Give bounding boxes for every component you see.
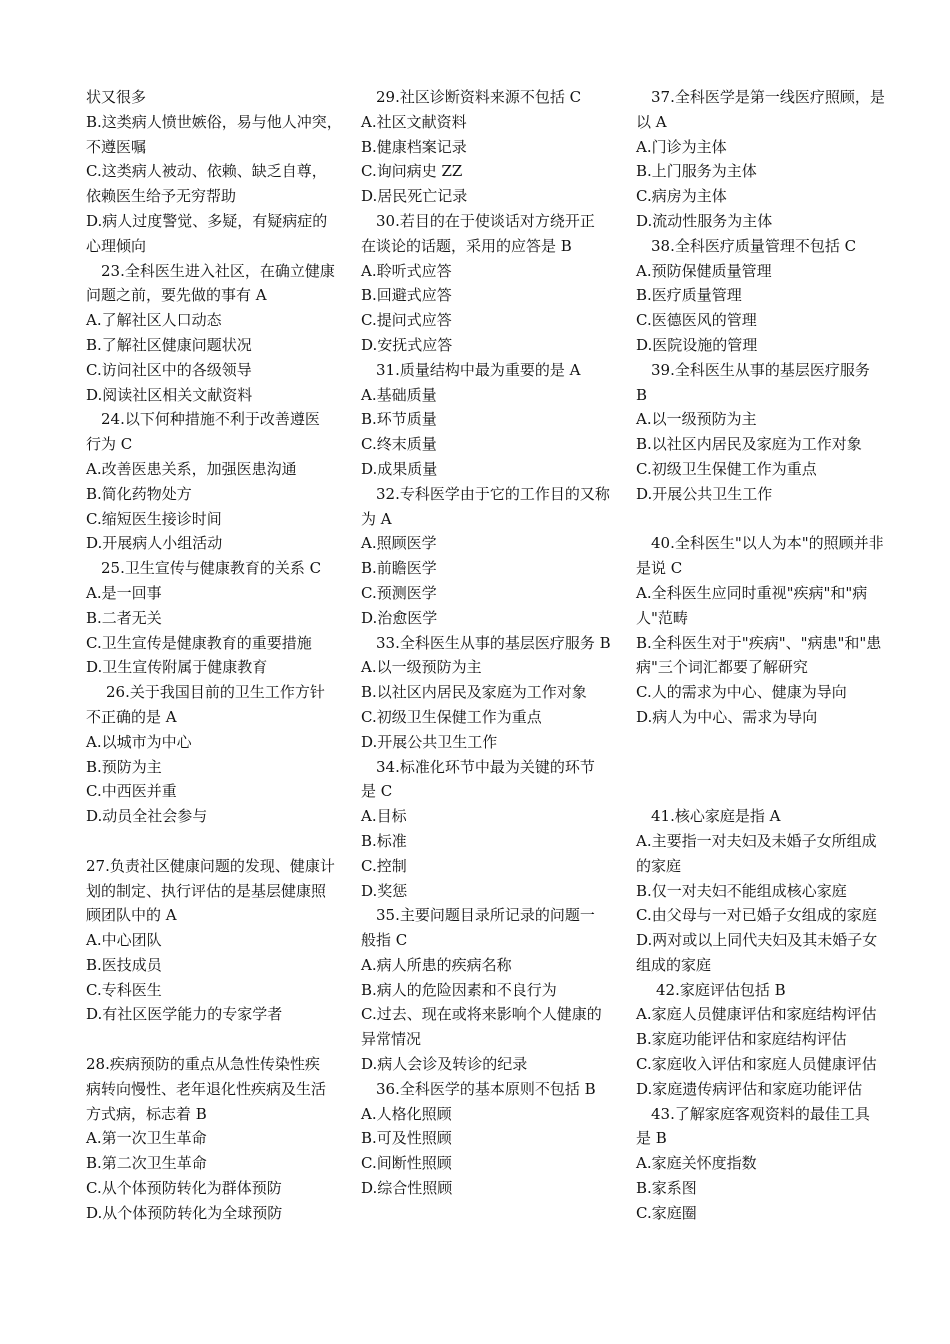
text-line: D.两对或以上同代夫妇及其未婚子女 (636, 931, 878, 950)
text-line: B.以社区内居民及家庭为工作对象 (361, 683, 587, 702)
blank-line (636, 779, 908, 804)
text-line: B.医疗质量管理 (636, 286, 742, 305)
text-line: A.预防保健质量管理 (636, 261, 772, 280)
text-line: C.提问式应答 (361, 311, 452, 330)
blank-line (86, 829, 358, 854)
column-middle (361, 85, 633, 1201)
text-line: A.是一回事 (86, 583, 162, 602)
text-line: C.间断性照顾 (361, 1154, 452, 1173)
question-line: 27.负责社区健康问题的发现、健康计 (86, 856, 335, 875)
text-line: 在谈论的话题，采用的应答是 B (361, 236, 572, 255)
text-line: B.健康档案记录 (361, 137, 467, 156)
text-line: 异常情况 (361, 1030, 422, 1049)
text-line: B.标准 (361, 831, 407, 850)
question-line: 25.卫生宣传与健康教育的关系 C (101, 559, 322, 578)
text-line: 是 B (636, 1129, 667, 1148)
column-left (86, 85, 358, 1226)
text-line: C.终末质量 (361, 435, 437, 454)
question-line: 39.全科医生从事的基层医疗服务 (651, 360, 870, 379)
text-line: C.初级卫生保健工作为重点 (361, 707, 542, 726)
text-line: A.目标 (361, 807, 407, 826)
question-line: 31.质量结构中最为重要的是 A (376, 360, 581, 379)
text-line: C.中西医并重 (86, 782, 177, 801)
text-line: 的家庭 (636, 856, 682, 875)
text-line: 是说 C (636, 559, 683, 578)
text-line: A.以一级预防为主 (636, 410, 757, 429)
text-line: A.全科医生应同时重视"疾病"和"病 (636, 583, 868, 602)
text-line: 般指 C (361, 931, 408, 950)
question-line: 42.家庭评估包括 B (656, 980, 786, 999)
question-line: 33.全科医生从事的基层医疗服务 B (376, 633, 611, 652)
text-line: 顾团队中的 A (86, 906, 177, 925)
blank-line (86, 1027, 358, 1052)
question-line: 29.社区诊断资料来源不包括 C (376, 88, 582, 106)
text-line: D.居民死亡记录 (361, 187, 468, 206)
question-line: 34.标准化环节中最为关键的环节 (376, 757, 595, 776)
text-line: A.聆听式应答 (361, 261, 452, 280)
text-line: D.开展病人小组活动 (86, 534, 223, 553)
text-line: 组成的家庭 (636, 955, 712, 974)
text-line: B.前瞻医学 (361, 559, 437, 578)
text-line: A.主要指一对夫妇及未婚子女所组成 (636, 831, 877, 850)
text-line: C.专科医生 (86, 980, 162, 999)
text-line: B.第二次卫生革命 (86, 1154, 207, 1173)
question-line: 40.全科医生"以人为本"的照顾并非 (651, 534, 884, 553)
text-line: A.以城市为中心 (86, 732, 192, 751)
column-right (636, 85, 908, 1226)
text-line: 方式病，标志着 B (86, 1104, 207, 1123)
text-line: A.社区文献资料 (361, 112, 467, 131)
text-line: B.上门服务为主体 (636, 162, 757, 181)
text-line: C.由父母与一对已婚子女组成的家庭 (636, 906, 877, 925)
text-line: 问题之前，要先做的事有 A (86, 286, 267, 305)
question-line: 43.了解家庭客观资料的最佳工具 (651, 1104, 870, 1123)
question-line: 24.以下何种措施不利于改善遵医 (101, 410, 320, 429)
text-line: C.控制 (361, 856, 407, 875)
text-line: B.全科医生对于"疾病"、"病患"和"患 (636, 633, 882, 652)
text-line: 病"三个词汇都要了解研究 (636, 658, 808, 677)
text-line: A.病人所患的疾病名称 (361, 955, 512, 974)
text-line: B.仅一对夫妇不能组成核心家庭 (636, 881, 847, 900)
question-line: 30.若目的在于使谈话对方绕开正 (376, 211, 595, 230)
text-line: D.病人会诊及转诊的纪录 (361, 1055, 528, 1074)
text-line: A.基础质量 (361, 385, 437, 404)
blank-line (636, 507, 908, 532)
text-line: A.第一次卫生革命 (86, 1129, 207, 1148)
text-line: D.有社区医学能力的专家学者 (86, 1005, 283, 1024)
text-line: D.医院设施的管理 (636, 335, 758, 354)
text-line: 是 C (361, 782, 393, 801)
text-line: C.初级卫生保健工作为重点 (636, 459, 817, 478)
text-line: B.简化药物处方 (86, 484, 192, 503)
text-line: A.门诊为主体 (636, 137, 727, 156)
text-line: D.综合性照顾 (361, 1179, 453, 1198)
text-line: B.病人的危险因素和不良行为 (361, 980, 557, 999)
text-line: B.二者无关 (86, 608, 162, 627)
text-line: B.了解社区健康问题状况 (86, 335, 252, 354)
text-line: A.了解社区人口动态 (86, 311, 222, 330)
text-line: C.病房为主体 (636, 187, 727, 206)
text-line: B.家系图 (636, 1179, 697, 1198)
text-line: 以 A (636, 112, 667, 131)
text-line: D.治愈医学 (361, 608, 438, 627)
text-line: C.这类病人被动、依赖、缺乏自尊， (86, 162, 327, 181)
question-line: 28.疾病预防的重点从急性传染性疾 (86, 1055, 320, 1074)
text-line: D.成果质量 (361, 459, 438, 478)
text-line: C.家庭圈 (636, 1203, 697, 1222)
text-line: B.医技成员 (86, 955, 162, 974)
question-line: 23.全科医生进入社区，在确立健康 (101, 261, 335, 280)
text-line: 不遵医嘱 (86, 137, 147, 156)
text-line: C.预测医学 (361, 583, 437, 602)
text-line: A.中心团队 (86, 931, 162, 950)
text-line: D.病人为中心、需求为导向 (636, 707, 818, 726)
text-line: 人"范畴 (636, 608, 688, 627)
text-line: B.以社区内居民及家庭为工作对象 (636, 435, 862, 454)
text-line: B (636, 385, 648, 404)
text-line: D.开展公共卫生工作 (361, 732, 498, 751)
text-line: 依赖医生给予无穷帮助 (86, 187, 237, 206)
text-line: A.家庭关怀度指数 (636, 1154, 757, 1173)
text-line: D.阅读社区相关文献资料 (86, 385, 253, 404)
text-line: A.照顾医学 (361, 534, 437, 553)
text-line: 心理倾向 (86, 236, 147, 255)
text-line: 状又很多 (86, 88, 147, 106)
question-line: 36.全科医学的基本原则不包括 B (376, 1079, 596, 1098)
question-line: 41.核心家庭是指 A (651, 807, 781, 826)
text-line: B.环节质量 (361, 410, 437, 429)
text-line: D.奖惩 (361, 881, 408, 900)
text-line: 不正确的是 A (86, 707, 177, 726)
text-line: D.安抚式应答 (361, 335, 453, 354)
text-line: D.动员全社会参与 (86, 807, 208, 826)
text-line: A.家庭人员健康评估和家庭结构评估 (636, 1005, 877, 1024)
text-line: A.人格化照顾 (361, 1104, 452, 1123)
text-line: B.家庭功能评估和家庭结构评估 (636, 1030, 847, 1049)
text-line: 行为 C (86, 435, 133, 454)
text-line: C.访问社区中的各级领导 (86, 360, 252, 379)
text-line: C.从个体预防转化为群体预防 (86, 1179, 282, 1198)
text-line: D.家庭遗传病评估和家庭功能评估 (636, 1079, 863, 1098)
text-line: B.预防为主 (86, 757, 162, 776)
text-line: D.病人过度警觉、多疑，有疑病症的 (86, 211, 328, 230)
text-line: A.改善医患关系，加强医患沟通 (86, 459, 297, 478)
text-line: 病转向慢性、老年退化性疾病及生活 (86, 1079, 327, 1098)
text-line: B.回避式应答 (361, 286, 452, 305)
text-line: D.卫生宣传附属于健康教育 (86, 658, 268, 677)
text-line: B.这类病人愤世嫉俗，易与他人冲突， (86, 112, 342, 131)
text-line: 划的制定、执行评估的是基层健康照 (86, 881, 327, 900)
text-line: D.开展公共卫生工作 (636, 484, 773, 503)
text-line: C.家庭收入评估和家庭人员健康评估 (636, 1055, 877, 1074)
text-line: B.可及性照顾 (361, 1129, 452, 1148)
blank-line (636, 730, 908, 755)
question-line: 32.专科医学由于它的工作目的又称 (376, 484, 610, 503)
text-line: D.从个体预防转化为全球预防 (86, 1203, 283, 1222)
question-line: 38.全科医疗质量管理不包括 C (651, 236, 857, 255)
text-line: A.以一级预防为主 (361, 658, 482, 677)
text-line: C.人的需求为中心、健康为导向 (636, 683, 847, 702)
question-line: 35.主要问题目录所记录的问题一 (376, 906, 595, 925)
blank-line (636, 755, 908, 780)
text-line: C.缩短医生接诊时间 (86, 509, 222, 528)
text-line: C.医德医风的管理 (636, 311, 757, 330)
text-line: C.过去、现在或将来影响个人健康的 (361, 1005, 602, 1024)
text-line: D.流动性服务为主体 (636, 211, 773, 230)
question-line: 26.关于我国目前的卫生工作方针 (106, 683, 325, 702)
text-line: C.卫生宣传是健康教育的重要措施 (86, 633, 312, 652)
text-line: C.询问病史 ZZ (361, 162, 463, 181)
text-line: 为 A (361, 509, 392, 528)
question-line: 37.全科医学是第一线医疗照顾，是 (651, 88, 885, 106)
